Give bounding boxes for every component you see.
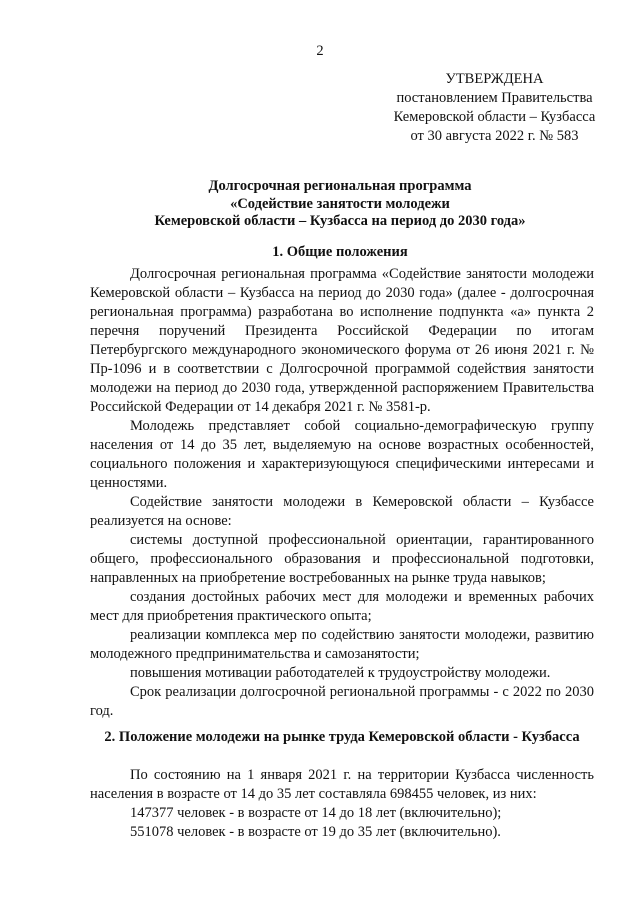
paragraph: 147377 человек - в возрасте от 14 до 18 лет (включительно); [130, 805, 502, 821]
section-body [90, 265, 594, 721]
page-number: 2 [316, 43, 324, 59]
approval-stamp [382, 70, 607, 146]
paragraph: повышения мотивации работодателей к трудоустройству молодежи. [130, 665, 551, 681]
section-body [90, 766, 594, 842]
paragraph: Срок реализации долгосрочной региональной программы - с 2022 по 2030 год. [90, 684, 594, 719]
approval-line: Кемеровской области – Кузбасса [393, 109, 596, 125]
section-heading: 1. Общие положения [272, 244, 408, 260]
paragraph: создания достойных рабочих мест для молодежи и временных рабочих мест для приобретения практического опыта; [90, 589, 594, 624]
title-line: Кемеровской области – Кузбасса на период до 2030 года» [154, 213, 526, 229]
paragraph: системы доступной профессиональной ориентации, гарантированного общего, профессионального образования и профессиональной подготовки, направленных на приобретение востребованных на рынке труда навыков; [90, 532, 594, 586]
approval-line: УТВЕРЖДЕНА [445, 71, 544, 87]
paragraph: Молодежь представляет собой социально-демографическую группу населения от 14 до 35 лет, выделяемую на основе возрастных особенностей, социального положения и характеризующуюся специфическими интересами и ценностями. [90, 418, 594, 491]
approval-line: от 30 августа 2022 г. № 583 [410, 128, 579, 144]
paragraph: реализации комплекса мер по содействию занятости молодежи, развитию молодежного предпринимательства и самозанятости; [90, 627, 594, 662]
document-title [90, 178, 590, 231]
title-line: Долгосрочная региональная программа [208, 178, 472, 194]
paragraph: Содействие занятости молодежи в Кемеровской области – Кузбассе реализуется на основе: [90, 494, 594, 529]
section-heading: 2. Положение молодежи на рынке труда Кемеровской области - Кузбасса [104, 729, 580, 745]
paragraph: 551078 человек - в возрасте от 19 до 35 лет (включительно). [130, 824, 501, 840]
paragraph: Долгосрочная региональная программа «Содействие занятости молодежи Кемеровской области – Кузбасса на период до 2030 года» (далее - долгосрочная региональная программа) разработана во исполнение подпункта «а» пункта 2 перечня поручений Президента Российской Федерации по итогам Петербургского международного экономического форума от 26 июня 2021 г. № Пр-1096 и в соответствии с Долгосрочной программой содействия занятости молодежи на период до 2030 года, утвержденной распоряжением Правительства Российской Федерации от 14 декабря 2021 г. № 3581-р. [90, 266, 594, 415]
approval-line: постановлением Правительства [396, 90, 593, 106]
title-line: «Содействие занятости молодежи [230, 195, 450, 212]
paragraph: По состоянию на 1 января 2021 г. на территории Кузбасса численность населения в возрасте от 14 до 35 лет составляла 698455 человек, из них: [90, 767, 594, 802]
